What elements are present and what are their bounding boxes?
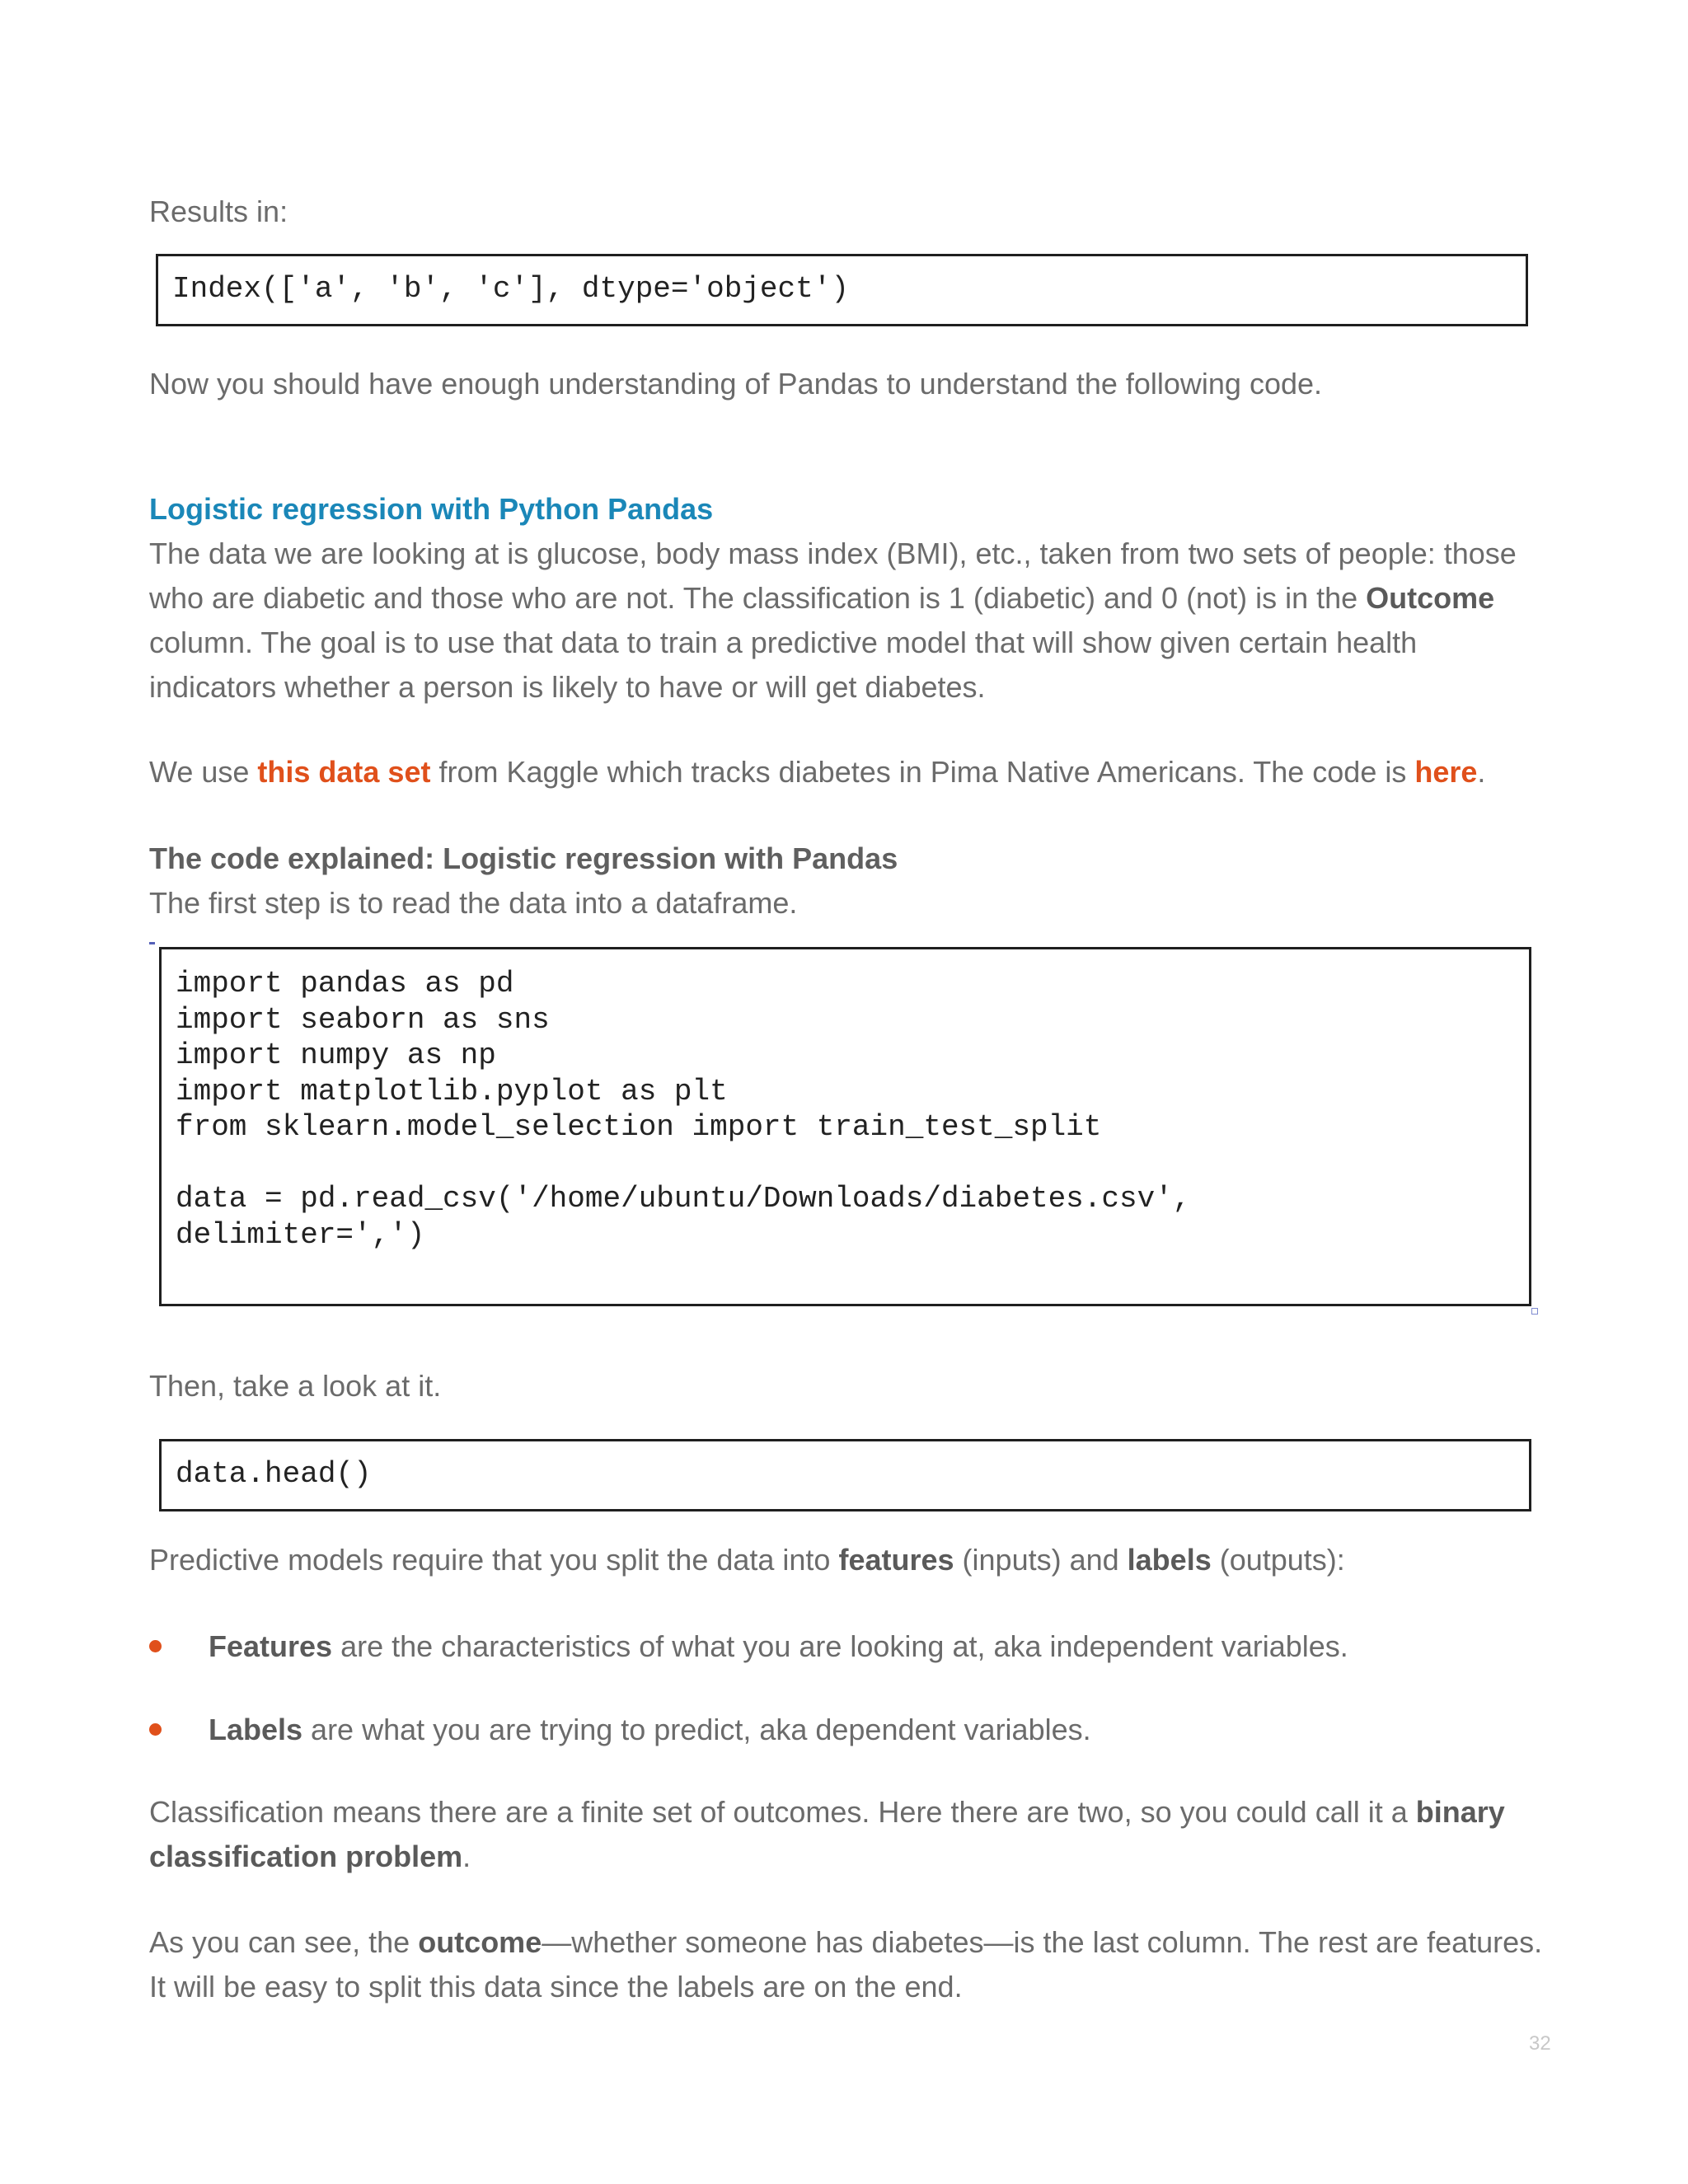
binary-classification-term: binary classification problem (149, 1795, 1505, 1873)
code-line: data = pd.read_csv('/home/ubuntu/Downloads/diabetes.csv', (176, 1182, 1191, 1216)
intro-paragraph (149, 532, 1550, 710)
code-line: delimiter=',') (176, 1217, 425, 1252)
code-line: import seaborn as sns (176, 1002, 550, 1037)
predictive-text-2: (inputs) and (954, 1543, 1128, 1577)
intro-paragraph-text-end: column. The goal is to use that data to train a predictive model that will show given certain health indicators whether a person is likely to have or will get diabetes. (149, 626, 1418, 704)
bullet-desc: are the characteristics of what you are looking at, aka independent variables. (332, 1629, 1348, 1663)
predictive-paragraph (149, 1538, 1550, 1582)
page-number: 32 (1529, 2032, 1551, 2055)
result-code-block (156, 254, 1528, 326)
bullet-term: Features (209, 1629, 333, 1663)
import-code-block (159, 947, 1531, 1306)
anchor-marker (149, 942, 155, 944)
then-text: Then, take a look at it. (149, 1369, 442, 1403)
predictive-text-1: Predictive models require that you split the data into (149, 1543, 839, 1577)
classification-text-end: . (462, 1840, 471, 1873)
code-line: import numpy as np (176, 1038, 496, 1072)
code-line: from sklearn.model_selection import train_test_split (176, 1110, 1102, 1144)
classification-text: Classification means there are a finite set of outcomes. Here there are two, so you could call it a (149, 1795, 1416, 1829)
outcome-bold-term: outcome (418, 1925, 542, 1959)
bullet-icon (149, 1723, 162, 1736)
result-code-line: Index(['a', 'b', 'c'], dtype='object') (172, 272, 849, 306)
section-heading: Logistic regression with Python Pandas (149, 492, 714, 526)
dataset-text-1: We use (149, 755, 258, 789)
results-in-label: Results in: (149, 194, 288, 228)
dataset-text-2: from Kaggle which tracks diabetes in Pima Native Americans. The code is (430, 755, 1415, 789)
first-step-text: The first step is to read the data into a dataframe. (149, 886, 798, 920)
head-code-block (159, 1439, 1531, 1511)
outcome-text-2: —whether someone has diabetes—is the last column. The rest are features. It will be easy to split this data since the labels are on the end. (149, 1925, 1543, 2004)
code-line-blank (176, 1146, 1515, 1182)
bullet-desc: are what you are trying to predict, aka dependent variables. (302, 1713, 1091, 1746)
dataset-link[interactable]: this data set (257, 755, 431, 789)
code-line: import matplotlib.pyplot as plt (176, 1074, 728, 1108)
code-link[interactable]: here (1414, 755, 1478, 789)
outcome-paragraph (149, 1920, 1550, 2009)
bullet-text (209, 1708, 1091, 1752)
outcome-text-1: As you can see, the (149, 1925, 419, 1959)
head-code-line: data.head() (176, 1457, 372, 1491)
list-item (149, 1624, 1550, 1669)
dataset-paragraph (149, 750, 1550, 794)
now-text: Now you should have enough understanding of Pandas to understand the following code. (149, 367, 1323, 401)
resize-handle[interactable] (1531, 1308, 1538, 1315)
code-line: import pandas as pd (176, 967, 514, 1001)
list-item (149, 1708, 1550, 1752)
features-term: features (838, 1543, 954, 1577)
predictive-text-3: (outputs): (1211, 1543, 1345, 1577)
bullet-icon (149, 1640, 162, 1652)
dataset-text-3: . (1477, 755, 1486, 789)
code-explained-heading: The code explained: Logistic regression with Pandas (149, 841, 898, 875)
outcome-term: Outcome (1366, 581, 1495, 615)
labels-term: labels (1127, 1543, 1212, 1577)
classification-paragraph (149, 1790, 1550, 1879)
bullet-term: Labels (209, 1713, 303, 1746)
intro-paragraph-text: The data we are looking at is glucose, body mass index (BMI), etc., taken from two sets of people: those who are diabetic and those who are not. The classification is 1 (diabetic) and 0 (not) is in the (149, 537, 1517, 615)
bullet-text (209, 1624, 1348, 1669)
